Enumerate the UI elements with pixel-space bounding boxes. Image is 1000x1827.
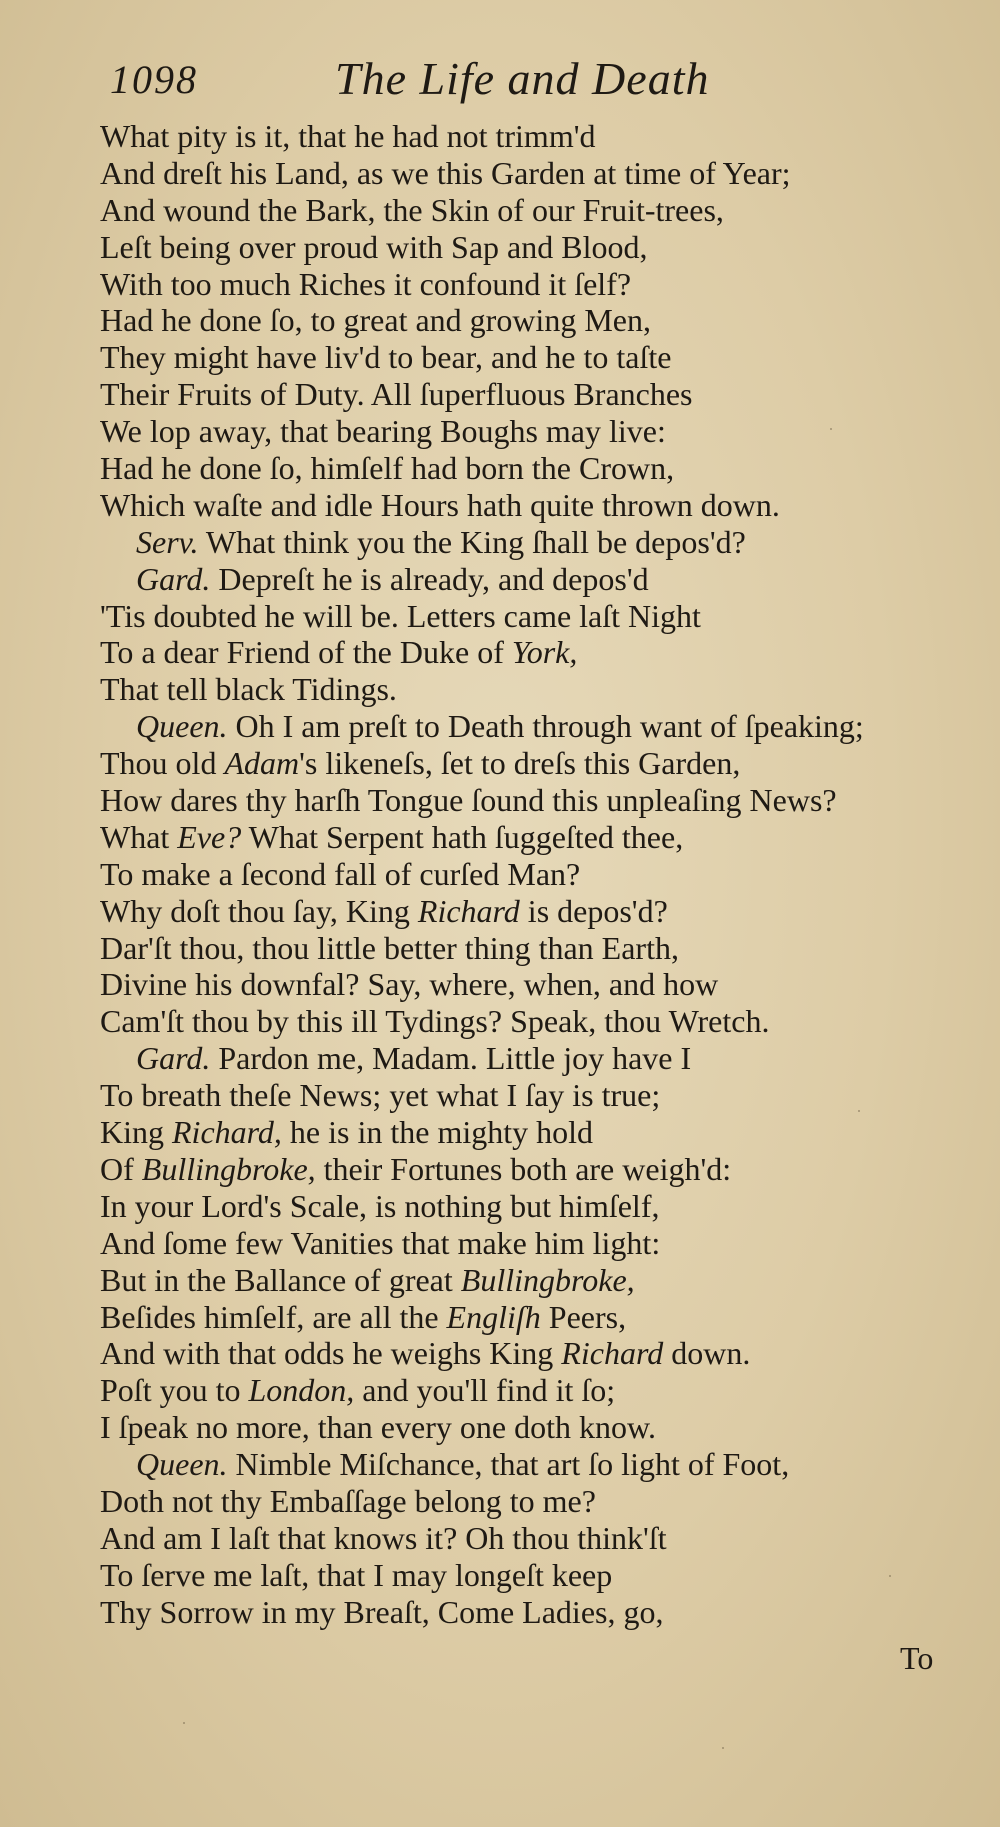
- line-text: And dreſt his Land, as we this Garden at time of Year;: [100, 154, 791, 191]
- line-text: Why doſt thou ſay, King: [100, 892, 418, 929]
- line-text: To breath theſe News; yet what I ſay is true;: [100, 1077, 661, 1114]
- italic-name: Richard: [417, 892, 520, 929]
- page-number: 1098: [110, 57, 198, 102]
- line-text: Thy Sorrow in my Breaſt, Come Ladies, go,: [100, 1593, 664, 1630]
- line-text: Their Fruits of Duty. All ſuperfluous Branches: [100, 376, 693, 413]
- line-text: To a dear Friend of the Duke of: [100, 634, 512, 671]
- speech-line: [100, 524, 960, 561]
- verse-line: [100, 155, 960, 192]
- page-header: [100, 52, 920, 112]
- line-text: Leſt being over proud with Sap and Blood,: [100, 228, 648, 265]
- verse-line: [100, 1151, 960, 1188]
- italic-name: York,: [511, 634, 578, 671]
- verse-line: [100, 1262, 960, 1299]
- line-text: is depos'd?: [519, 892, 668, 929]
- verse-line: [100, 1409, 960, 1446]
- line-text: To make a ſecond fall of curſed Man?: [100, 855, 581, 892]
- verse-line: [100, 671, 960, 708]
- speaker-name: Queen.: [136, 1446, 228, 1483]
- verse-line: [100, 1520, 960, 1557]
- paper-speck: [889, 1575, 891, 1577]
- line-text: Peers,: [540, 1298, 627, 1335]
- verse-line: [100, 782, 960, 819]
- line-text: Poſt you to: [100, 1372, 249, 1409]
- verse-line: [100, 376, 960, 413]
- line-text: In your Lord's Scale, is nothing but himſelf,: [100, 1187, 660, 1224]
- verse-line: [100, 1372, 960, 1409]
- line-text: Beſides himſelf, are all the: [100, 1298, 447, 1335]
- line-text: How dares thy harſh Tongue ſound this unpleaſing News?: [100, 782, 837, 819]
- line-text: And with that odds he weighs King: [100, 1335, 562, 1372]
- verse-line: [100, 1557, 960, 1594]
- verse-line: [100, 413, 960, 450]
- verse-line: [100, 819, 960, 856]
- line-text: That tell black Tidings.: [100, 671, 397, 708]
- verse-line: [100, 266, 960, 303]
- speaker-name: Gard.: [136, 1040, 211, 1077]
- line-text: But in the Ballance of great: [100, 1261, 461, 1298]
- speech-line: [100, 708, 960, 745]
- catchword: To: [900, 1640, 934, 1676]
- verse-line: [100, 1594, 960, 1631]
- line-text: King: [100, 1114, 172, 1151]
- verse-line: [100, 1188, 960, 1225]
- line-text: Thou old: [100, 745, 225, 782]
- verse-line: [100, 856, 960, 893]
- italic-name: Engliſh: [446, 1298, 541, 1335]
- verse-line: [100, 192, 960, 229]
- line-text: Which waſte and idle Hours hath quite thrown down.: [100, 486, 780, 523]
- line-text: What pity is it, that he had not trimm'd: [100, 118, 596, 154]
- line-text: And ſome few Vanities that make him light:: [100, 1224, 661, 1261]
- verse-line: [100, 1077, 960, 1114]
- verse-line: [100, 598, 960, 635]
- speaker-name: Serv.: [136, 523, 199, 560]
- line-text: 'Tis doubted he will be. Letters came laſt Night: [100, 597, 701, 634]
- paper-speck: [858, 1110, 860, 1112]
- speech-line: [100, 1040, 960, 1077]
- verse-line: [100, 745, 960, 782]
- speaker-name: Gard.: [136, 560, 211, 597]
- line-text: and you'll find it ſo;: [354, 1372, 616, 1409]
- line-text: Oh I am preſt to Death through want of ſpeaking;: [227, 708, 864, 745]
- line-text: Had he done ſo, himſelf had born the Crown,: [100, 450, 675, 487]
- speech-line: [100, 561, 960, 598]
- line-text: Depreſt he is already, and depos'd: [210, 560, 649, 597]
- verse-line: [100, 118, 960, 155]
- line-text: he is in the mighty hold: [281, 1114, 593, 1151]
- running-title: The Life and Death: [335, 53, 710, 104]
- verse-line: [100, 229, 960, 266]
- line-text: I ſpeak no more, than every one doth know.: [100, 1409, 656, 1446]
- line-text: Nimble Miſchance, that art ſo light of Foot,: [227, 1446, 790, 1483]
- verse-line: [100, 1225, 960, 1262]
- verse-line: [100, 302, 960, 339]
- verse-line: [100, 339, 960, 376]
- line-text: With too much Riches it confound it ſelf?: [100, 265, 632, 302]
- line-text: Had he done ſo, to great and growing Men,: [100, 302, 651, 339]
- paper-speck: [722, 1747, 724, 1749]
- verse-line: [100, 1335, 960, 1372]
- line-text: What: [100, 818, 178, 855]
- italic-name: Bullingbroke,: [460, 1261, 635, 1298]
- italic-name: Richard,: [172, 1114, 282, 1151]
- line-text: Dar'ſt thou, thou little better thing than Earth,: [100, 929, 679, 966]
- verse-line: [100, 1003, 960, 1040]
- line-text: down.: [663, 1335, 751, 1372]
- verse-line: [100, 930, 960, 967]
- line-text: What Serpent hath ſuggeſted thee,: [241, 818, 684, 855]
- line-text: We lop away, that bearing Boughs may live:: [100, 413, 666, 450]
- verse-line: [100, 450, 960, 487]
- line-text: What think you the King ſhall be depos'd?: [198, 523, 746, 560]
- paper-speck: [830, 428, 832, 430]
- verse-line: [100, 893, 960, 930]
- italic-name: London,: [248, 1372, 355, 1409]
- line-text: And am I laſt that knows it? Oh thou think'ſt: [100, 1519, 667, 1556]
- line-text: 's likeneſs, ſet to dreſs this Garden,: [299, 745, 741, 782]
- italic-name: Adam: [224, 745, 300, 782]
- line-text: They might have liv'd to bear, and he to taſte: [100, 339, 672, 376]
- line-text: Pardon me, Madam. Little joy have I: [210, 1040, 692, 1077]
- paper-speck: [183, 1722, 185, 1724]
- italic-name: Eve?: [177, 818, 242, 855]
- verse-line: [100, 1114, 960, 1151]
- line-text: To ſerve me laſt, that I may longeſt keep: [100, 1556, 613, 1593]
- italic-name: Bullingbroke,: [141, 1150, 316, 1187]
- speech-line: [100, 1446, 960, 1483]
- verse-line: [100, 487, 960, 524]
- speaker-name: Queen.: [136, 708, 228, 745]
- verse-line: [100, 1299, 960, 1336]
- line-text: Of: [100, 1150, 142, 1187]
- line-text: Cam'ſt thou by this ill Tydings? Speak, thou Wretch.: [100, 1003, 770, 1040]
- verse-line: [100, 966, 960, 1003]
- line-text: Divine his downfal? Say, where, when, and how: [100, 966, 719, 1003]
- italic-name: Richard: [561, 1335, 664, 1372]
- line-text: Doth not thy Embaſſage belong to me?: [100, 1482, 596, 1519]
- verse-line: [100, 634, 960, 671]
- verse-line: [100, 1483, 960, 1520]
- line-text: their Fortunes both are weigh'd:: [315, 1150, 732, 1187]
- play-text: [100, 118, 960, 1631]
- line-text: And wound the Bark, the Skin of our Fruit-trees,: [100, 191, 724, 228]
